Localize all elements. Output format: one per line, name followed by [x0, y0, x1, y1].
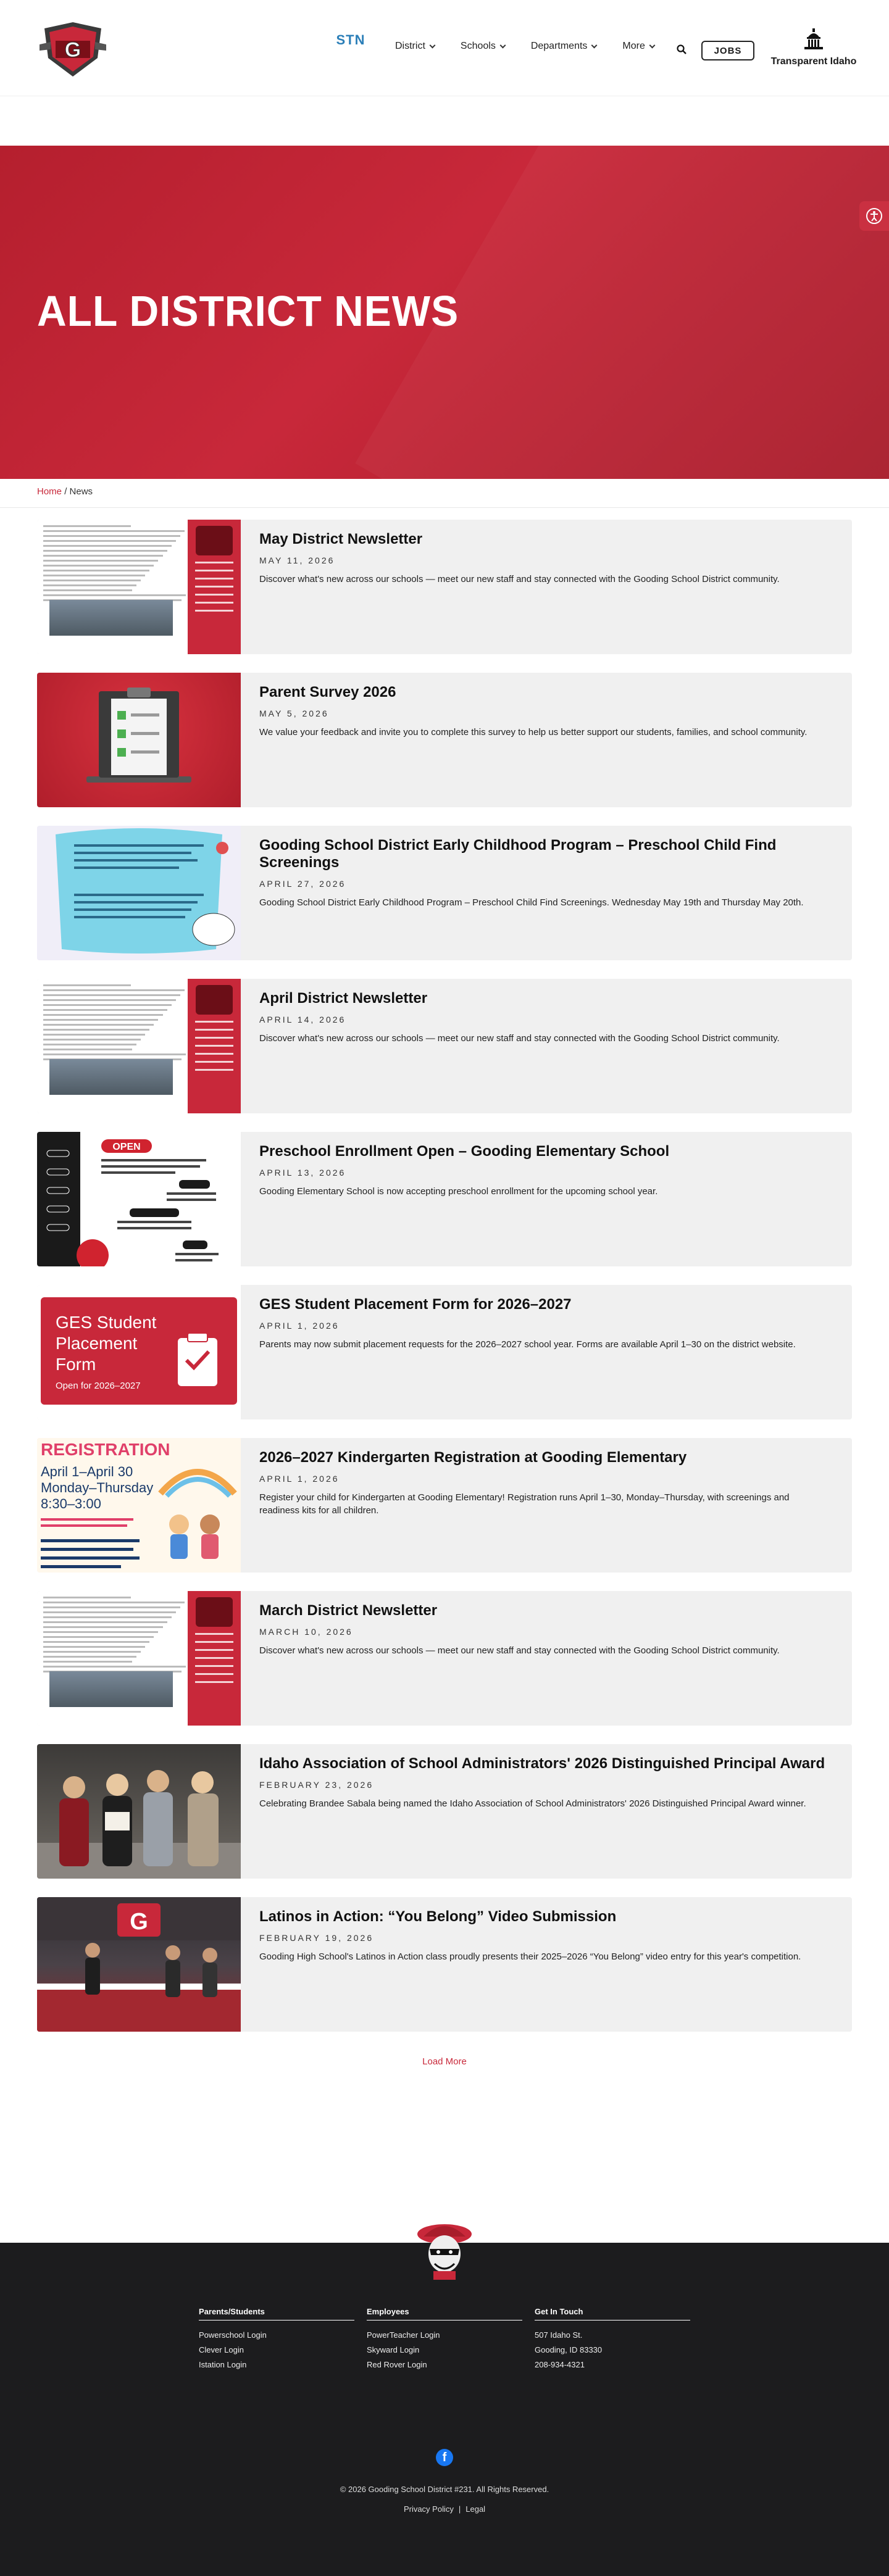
- legal-link[interactable]: Legal: [465, 2504, 486, 2514]
- nav-more[interactable]: [622, 41, 654, 52]
- news-list: [37, 520, 852, 2050]
- news-excerpt: Discover what's new across our schools — meet our new staff and stay connected with the Gooding School District community.: [259, 574, 780, 584]
- ges-title-line3: Form: [56, 1355, 96, 1374]
- news-card-body: [259, 837, 827, 909]
- news-title[interactable]: Parent Survey 2026: [259, 684, 396, 700]
- news-title[interactable]: April District Newsletter: [259, 990, 428, 1007]
- legal-links: [0, 2504, 889, 2514]
- nav-district[interactable]: [395, 41, 435, 52]
- breadcrumb-home[interactable]: Home: [37, 486, 62, 497]
- breadcrumb-separator: /: [64, 486, 67, 497]
- news-date: MAY 5, 2026: [259, 708, 329, 718]
- clipboard-icon: [37, 673, 241, 807]
- nav-departments[interactable]: [531, 41, 597, 52]
- transparent-idaho-label: Transparent Idaho: [770, 56, 857, 67]
- ges-title-line1: GES Student: [56, 1313, 157, 1332]
- newsletter-sidebar: [188, 520, 241, 654]
- page-title: ALL DISTRICT NEWS: [37, 287, 459, 335]
- kinder-heading: REGISTRATION: [41, 1440, 170, 1459]
- latinos-in-action-photo[interactable]: [37, 1897, 241, 2032]
- facebook-icon[interactable]: f: [436, 2449, 453, 2466]
- survey-thumbnail[interactable]: [37, 673, 241, 807]
- newsletter-photo: [49, 1059, 173, 1095]
- chevron-down-icon: [591, 42, 598, 48]
- district-logo[interactable]: [38, 20, 107, 79]
- kinder-line3: 8:30–3:00: [41, 1496, 101, 1511]
- footer-link[interactable]: Red Rover Login: [367, 2360, 427, 2369]
- news-excerpt: Gooding High School's Latinos in Action class proudly presents their 2025–2026 “You Belong” video entry for this year's competition.: [259, 1951, 801, 1962]
- news-card-body: [259, 531, 827, 586]
- news-card[interactable]: [37, 1897, 852, 2032]
- news-card-body: [259, 1602, 827, 1657]
- footer-col-contact: [535, 2307, 690, 2372]
- news-excerpt: Discover what's new across our schools — meet our new staff and stay connected with the Gooding School District community.: [259, 1033, 780, 1044]
- news-card[interactable]: [37, 1285, 852, 1419]
- kindergarten-thumbnail[interactable]: [37, 1438, 241, 1573]
- capitol-icon: [803, 28, 824, 51]
- footer-link[interactable]: Istation Login: [199, 2360, 247, 2369]
- newsletter-photo: [49, 600, 173, 636]
- hero-banner: [0, 146, 889, 479]
- news-title[interactable]: GES Student Placement Form for 2026–2027: [259, 1296, 572, 1313]
- news-card-body: [259, 684, 827, 739]
- nav-schools-label: Schools: [460, 41, 496, 51]
- news-excerpt: Celebrating Brandee Sabala being named the Idaho Association of School Administrators' 2026 Distinguished Principal Award winner.: [259, 1798, 806, 1809]
- news-card-body: [259, 1296, 827, 1351]
- newsletter-thumbnail[interactable]: [37, 1591, 241, 1726]
- ges-subtitle: Open for 2026–2027: [56, 1381, 141, 1391]
- news-card[interactable]: [37, 520, 852, 654]
- news-excerpt: Parents may now submit placement requests for the 2026–2027 school year. Forms are available April 1–30 on the district website.: [259, 1339, 796, 1350]
- footer-heading: Employees: [367, 2307, 522, 2320]
- newsletter-thumbnail[interactable]: [37, 520, 241, 654]
- breadcrumb-current: News: [69, 486, 93, 497]
- news-title[interactable]: 2026–2027 Kindergarten Registration at Gooding Elementary: [259, 1449, 687, 1466]
- nav-more-label: More: [622, 41, 645, 51]
- mascot-logo: [405, 2218, 484, 2282]
- chevron-down-icon: [649, 42, 655, 48]
- principal-award-photo[interactable]: [37, 1744, 241, 1879]
- news-excerpt: Register your child for Kindergarten at Gooding Elementary! Registration runs April 1–30, Monday–Thursday, with screenings and readiness kits for all children.: [259, 1492, 790, 1516]
- privacy-policy-link[interactable]: Privacy Policy: [403, 2504, 454, 2514]
- main-nav: [395, 41, 654, 52]
- footer-address: 507 Idaho St.: [535, 2330, 583, 2340]
- news-card-body: [259, 1755, 827, 1810]
- svg-text:G: G: [64, 38, 81, 62]
- news-title[interactable]: Preschool Enrollment Open – Gooding Elementary School: [259, 1143, 670, 1160]
- news-card[interactable]: [37, 1744, 852, 1879]
- enroll-badge: OPEN: [112, 1142, 141, 1152]
- ges-title-line2: Placement: [56, 1334, 138, 1353]
- footer-col-employees: [367, 2307, 522, 2372]
- news-card-body: [259, 1143, 827, 1198]
- news-date: FEBRUARY 19, 2026: [259, 1933, 374, 1943]
- news-excerpt: Discover what's new across our schools — meet our new staff and stay connected with the Gooding School District community.: [259, 1645, 780, 1656]
- news-card-body: [259, 1908, 827, 1963]
- nav-schools[interactable]: [461, 41, 505, 52]
- footer-heading: Parents/Students: [199, 2307, 354, 2320]
- footer-link[interactable]: Clever Login: [199, 2345, 244, 2354]
- news-date: MAY 11, 2026: [259, 555, 335, 565]
- chevron-down-icon: [429, 42, 435, 48]
- news-date: APRIL 1, 2026: [259, 1474, 340, 1484]
- stn-mark: STN: [336, 32, 365, 48]
- news-card[interactable]: [37, 1132, 852, 1266]
- newsletter-sidebar: [188, 979, 241, 1113]
- footer-phone[interactable]: 208-934-4321: [535, 2360, 585, 2369]
- chevron-down-icon: [499, 42, 506, 48]
- accessibility-icon[interactable]: [859, 201, 889, 231]
- news-excerpt: Gooding Elementary School is now accepting preschool enrollment for the upcoming school year.: [259, 1186, 658, 1197]
- news-excerpt: Gooding School District Early Childhood Program – Preschool Child Find Screenings. Wednesday May 19th and Thursday May 20th.: [259, 897, 804, 908]
- footer-heading: Get In Touch: [535, 2307, 690, 2320]
- news-title[interactable]: Latinos in Action: “You Belong” Video Submission: [259, 1908, 617, 1925]
- news-card[interactable]: [37, 1438, 852, 1573]
- news-date: APRIL 13, 2026: [259, 1168, 346, 1178]
- news-card-body: [259, 990, 827, 1045]
- stn-logo[interactable]: [322, 32, 379, 73]
- preschool-enrollment-thumbnail[interactable]: [37, 1132, 241, 1266]
- kinder-line2: Monday–Thursday: [41, 1480, 154, 1495]
- news-date: APRIL 1, 2026: [259, 1321, 340, 1331]
- footer-link[interactable]: Skyward Login: [367, 2345, 420, 2354]
- news-date: APRIL 14, 2026: [259, 1015, 346, 1024]
- legal-separator: |: [458, 2504, 461, 2514]
- newsletter-sidebar: [188, 1591, 241, 1726]
- news-card[interactable]: [37, 979, 852, 1113]
- ges-placement-thumbnail[interactable]: [37, 1285, 241, 1419]
- site-footer: [0, 2243, 889, 2576]
- svg-text:G: G: [130, 1909, 148, 1935]
- load-more-button[interactable]: Load More: [422, 2056, 467, 2067]
- jobs-button[interactable]: JOBS: [701, 41, 754, 60]
- breadcrumb: [37, 486, 93, 497]
- nav-departments-label: Departments: [530, 41, 588, 51]
- newsletter-photo: [49, 1671, 173, 1707]
- news-card[interactable]: [37, 1591, 852, 1726]
- kinder-line1: April 1–April 30: [41, 1464, 133, 1479]
- copyright: © 2026 Gooding School District #231. All Rights Reserved.: [340, 2485, 549, 2494]
- news-card[interactable]: [37, 673, 852, 807]
- news-date: FEBRUARY 23, 2026: [259, 1780, 374, 1790]
- news-title[interactable]: March District Newsletter: [259, 1602, 438, 1619]
- news-title[interactable]: May District Newsletter: [259, 531, 423, 547]
- transparent-idaho-link[interactable]: [768, 28, 859, 67]
- newsletter-thumbnail[interactable]: [37, 979, 241, 1113]
- site-header: [0, 0, 889, 96]
- news-title[interactable]: Gooding School District Early Childhood Program – Preschool Child Find Screenings: [259, 837, 777, 871]
- footer-link[interactable]: Powerschool Login: [199, 2330, 267, 2340]
- nav-district-label: District: [395, 41, 425, 51]
- footer-city: Gooding, ID 83330: [535, 2345, 603, 2354]
- news-date: APRIL 27, 2026: [259, 879, 346, 889]
- news-date: MARCH 10, 2026: [259, 1627, 353, 1637]
- news-excerpt: We value your feedback and invite you to complete this survey to help us better support our students, families, and school community.: [259, 727, 808, 737]
- footer-link[interactable]: PowerTeacher Login: [367, 2330, 440, 2340]
- footer-col-parents: [199, 2307, 354, 2372]
- breadcrumb-divider: [0, 507, 889, 508]
- news-title[interactable]: Idaho Association of School Administrators' 2026 Distinguished Principal Award: [259, 1755, 825, 1772]
- news-card[interactable]: [37, 826, 852, 960]
- search-icon[interactable]: [677, 44, 687, 54]
- news-card-body: [259, 1449, 827, 1517]
- child-find-thumbnail[interactable]: [37, 826, 241, 960]
